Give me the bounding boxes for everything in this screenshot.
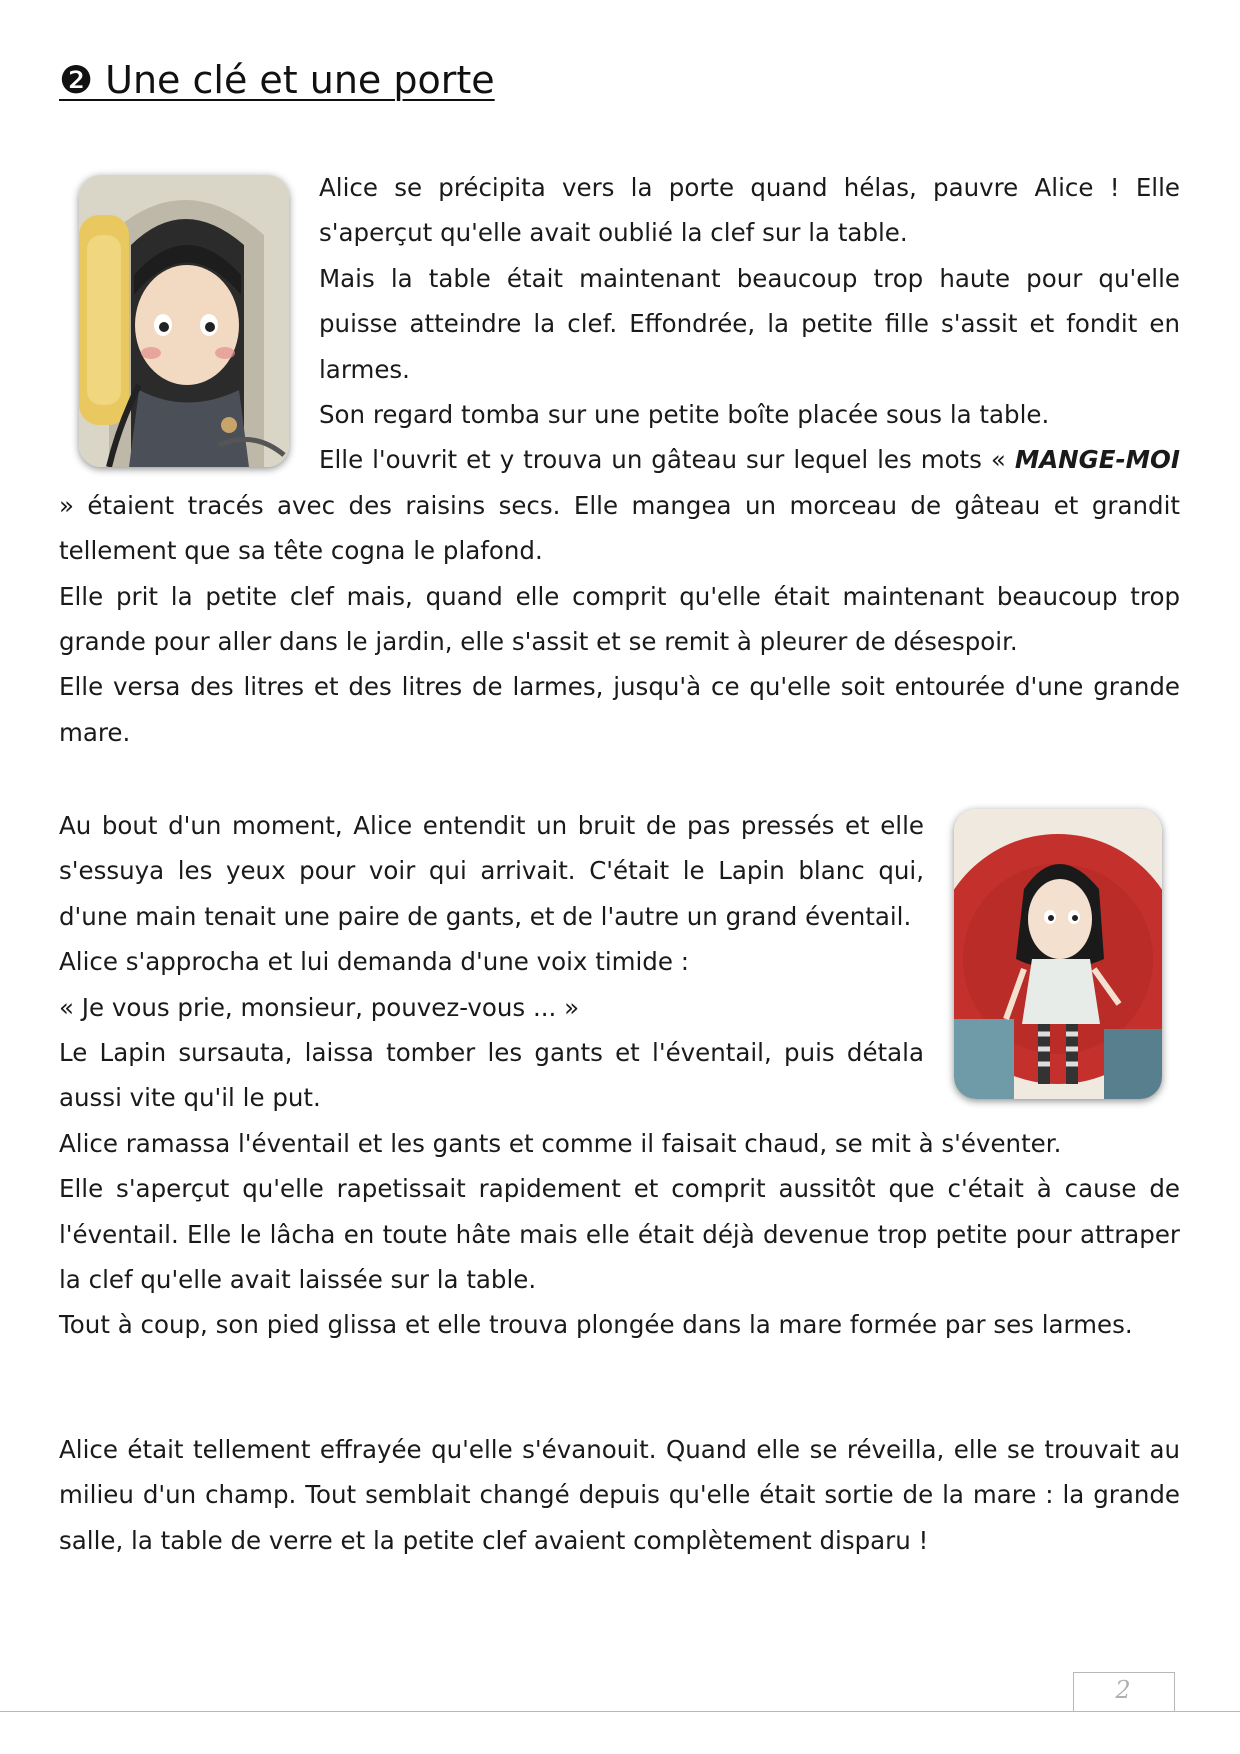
emphasis-mange-moi: MANGE-MOI [1014, 445, 1180, 475]
text-run: » étaient tracés avec des raisins secs. Elle mangea un morceau de gâteau et grandit tellement que sa tête cogna le plafond. [59, 490, 1180, 566]
chapter-title: ❷ Une clé et une porte [59, 58, 495, 102]
paragraph: Elle versa des litres et des litres de larmes, jusqu'à ce qu'elle soit entourée d'une grande mare. [59, 672, 1180, 747]
paragraph: Alice s'approcha et lui demanda d'une voix timide : [59, 947, 689, 977]
page-number: 2 [1115, 1676, 1131, 1704]
paragraph: Mais la table était maintenant beaucoup trop haute pour qu'elle puisse atteindre la clef. Effondrée, la petite fille s'assit et fondit en larmes. [319, 263, 1180, 384]
alice-door-image [79, 175, 289, 467]
paragraph: Alice ramassa l'éventail et les gants et comme il faisait chaud, se mit à s'éventer. [59, 1128, 1062, 1158]
paragraph: Alice se précipita vers la porte quand hélas, pauvre Alice ! Elle s'aperçut qu'elle avait oublié la clef sur la table. [319, 173, 1180, 248]
paragraph: Le Lapin sursauta, laissa tomber les gants et l'éventail, puis détala aussi vite qu'il le put. [59, 1038, 924, 1113]
section-white-rabbit [59, 803, 1180, 1348]
text-run: Elle l'ouvrit et y trouva un gâteau sur lequel les mots « [319, 445, 1015, 475]
paragraph: Au bout d'un moment, Alice entendit un bruit de pas pressés et elle s'essuya les yeux pour voir qui arrivait. C'était le Lapin blanc qui, d'une main tenait une paire de gants, et de l'autre un grand éventail. [59, 811, 924, 931]
paragraph: Elle s'aperçut qu'elle rapetissait rapidement et comprit aussitôt que c'était à cause de l'éventail. Elle le lâcha en toute hâte mais elle était déjà devenue trop petite pour attraper la clef qu'elle avait laissée sur la table. [59, 1174, 1180, 1295]
illustration-alice-standing [954, 809, 1162, 1099]
paragraph: Tout à coup, son pied glissa et elle trouva plongée dans la mare formée par ses larmes. [59, 1310, 1133, 1340]
section-key-and-door [59, 165, 1180, 755]
paragraph: Son regard tomba sur une petite boîte placée sous la table. [319, 400, 1050, 430]
paragraph: Elle prit la petite clef mais, quand elle comprit qu'elle était maintenant beaucoup trop grande pour aller dans le jardin, elle s'assit et se remit à pleurer de désespoir. [59, 581, 1180, 657]
illustration-alice-at-door [79, 175, 289, 467]
section-awakening [59, 1427, 1180, 1563]
footer-rule [0, 1711, 1240, 1712]
paragraph: « Je vous prie, monsieur, pouvez-vous ... » [59, 992, 580, 1022]
paragraph: Alice était tellement effrayée qu'elle s'évanouit. Quand elle se réveilla, elle se trouvait au milieu d'un champ. Tout semblait changé depuis qu'elle était sortie de la mare : la grande salle, la table de verre et la petite clef avaient complètement disparu ! [59, 1435, 1180, 1555]
alice-standing-image [954, 809, 1162, 1099]
